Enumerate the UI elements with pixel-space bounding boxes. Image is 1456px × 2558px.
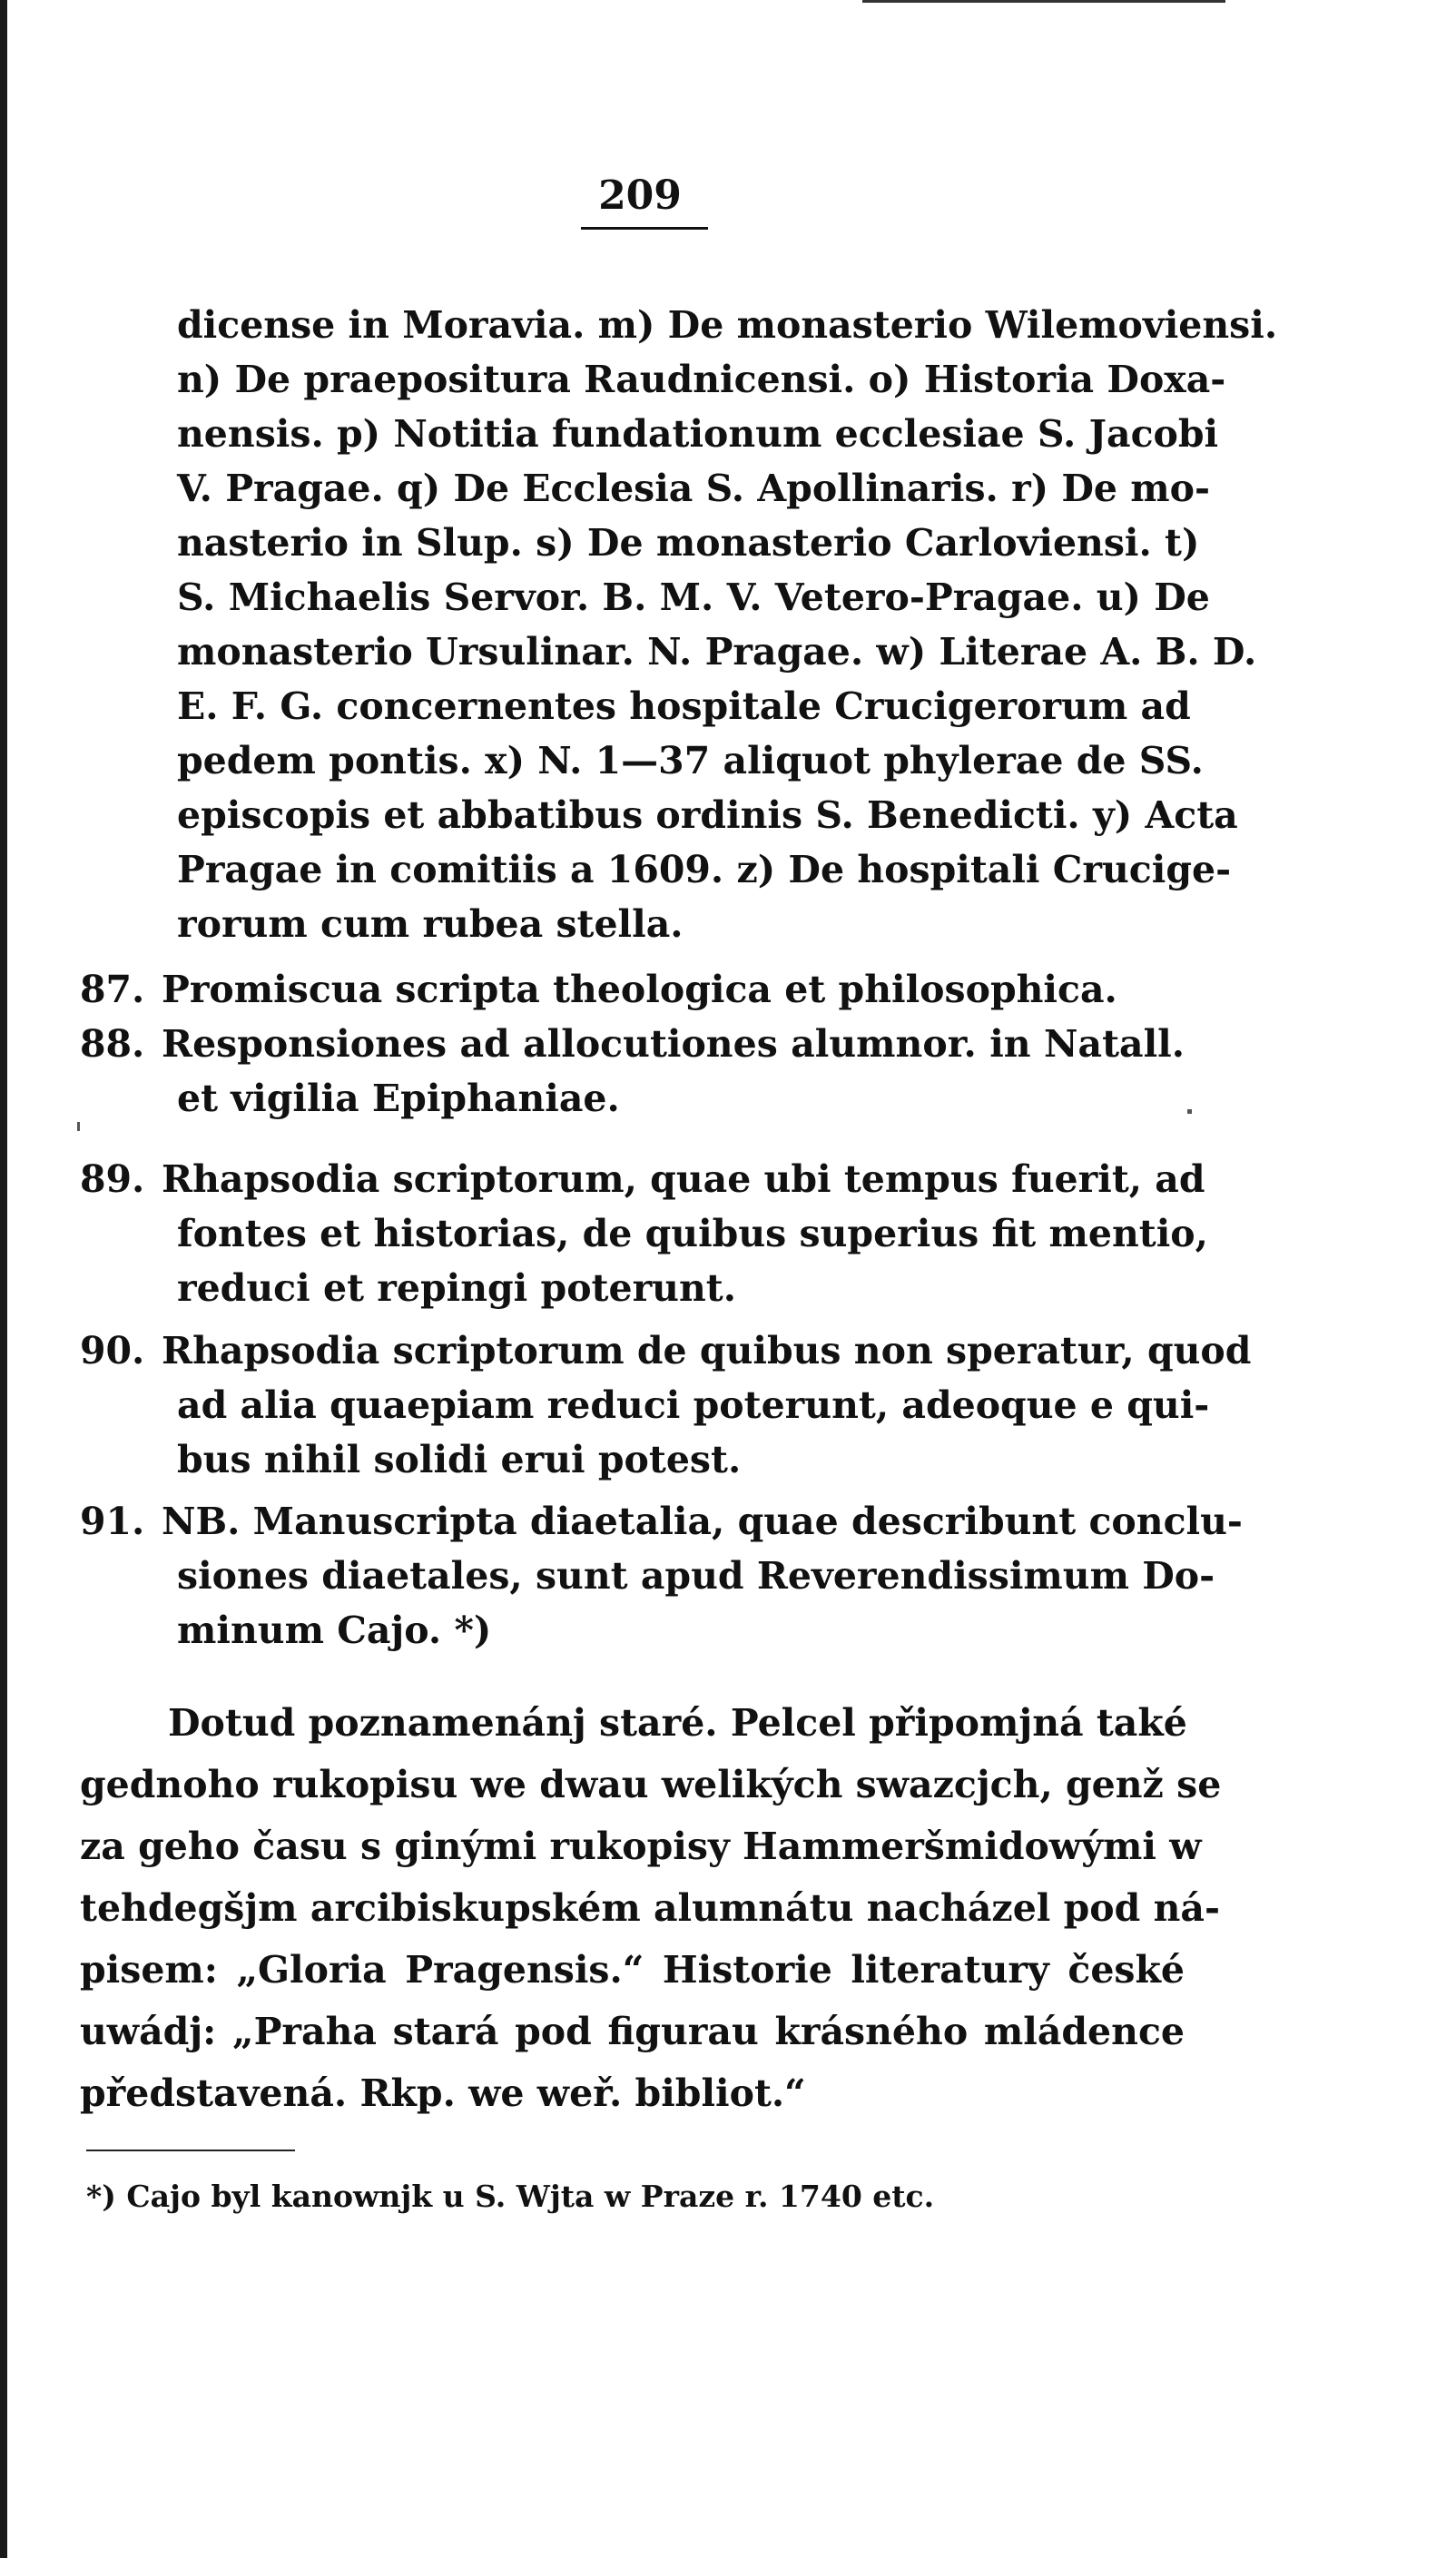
text-line: episcopis et abbatibus ordinis S. Benedicti. y) Acta (177, 793, 1238, 837)
text-line: reduci et repingi poterunt. (177, 1266, 737, 1310)
text-line: NB. Manuscripta diaetalia, quae describunt conclu- (162, 1500, 1243, 1543)
text-line: uwádj: „Praha stará pod figurau krásného mládence (80, 2010, 1185, 2053)
text-line: ad alia quaepiam reduci poterunt, adeoque e qui- (177, 1383, 1210, 1427)
text-line: Pragae in comitiis a 1609. z) De hospitali Crucige- (177, 848, 1232, 891)
scan-speck (1187, 1109, 1192, 1114)
page-number: 209 (598, 172, 682, 219)
text-line: fontes et historias, de quibus superius fit mentio, (177, 1212, 1208, 1255)
text-line: nasterio in Slup. s) De monasterio Carloviensi. t) (177, 521, 1200, 565)
text-line: pedem pontis. x) N. 1—37 aliquot phylerae de SS. (177, 739, 1204, 782)
text-line: et vigilia Epiphaniae. (177, 1077, 620, 1120)
scan-top-edge (862, 0, 1225, 3)
text-line: Rhapsodia scriptorum, quae ubi tempus fuerit, ad (162, 1157, 1205, 1201)
text-line: bus nihil solidi erui potest. (177, 1438, 742, 1481)
text-line: minum Cajo. *) (177, 1609, 492, 1652)
text-line: Dotud poznamenánj staré. Pelcel připomjná také (168, 1701, 1187, 1745)
text-line: gednoho rukopisu we dwau welikých swazcjch, genž se (80, 1763, 1222, 1806)
item-number: 91. (80, 1500, 145, 1543)
text-line: E. F. G. concernentes hospitale Crucigerorum ad (177, 684, 1191, 728)
text-line: pisem: „Gloria Pragensis.“ Historie literatury české (80, 1948, 1185, 1992)
text-line: monasterio Ursulinar. N. Pragae. w) Literae A. B. D. (177, 630, 1257, 674)
text-line: nensis. p) Notitia fundationum ecclesiae S. Jacobi (177, 412, 1219, 456)
scan-left-edge (0, 0, 7, 2558)
text-line: V. Pragae. q) De Ecclesia S. Apollinaris. r) De mo- (177, 467, 1211, 510)
footnote: *) Cajo byl kanownjk u S. Wjta w Praze r. 1740 etc. (86, 2179, 935, 2214)
item-number: 90. (80, 1329, 145, 1372)
text-line: dicense in Moravia. m) De monasterio Wilemoviensi. (177, 303, 1278, 347)
text-line: rorum cum rubea stella. (177, 902, 684, 946)
header-rule (581, 227, 708, 230)
text-line: Promiscua scripta theologica et philosophica. (162, 968, 1117, 1011)
text-line: siones diaetales, sunt apud Reverendissimum Do- (177, 1554, 1215, 1598)
text-line: za geho času s ginými rukopisy Hammeršmidowými w (80, 1825, 1202, 1868)
text-line: Responsiones ad allocutiones alumnor. in Natall. (162, 1022, 1185, 1066)
text-line: Rhapsodia scriptorum de quibus non speratur, quod (162, 1329, 1252, 1372)
item-number: 88. (80, 1022, 145, 1066)
footnote-rule (86, 2150, 295, 2151)
text-line: představená. Rkp. we weř. bibliot.“ (80, 2071, 806, 2115)
text-line: S. Michaelis Servor. B. M. V. Vetero-Pragae. u) De (177, 576, 1210, 619)
scan-speck (77, 1122, 80, 1131)
item-number: 87. (80, 968, 145, 1011)
item-number: 89. (80, 1157, 145, 1201)
text-line: n) De praepositura Raudnicensi. o) Historia Doxa- (177, 358, 1226, 401)
text-line: tehdegšjm arcibiskupském alumnátu nacházel pod ná- (80, 1886, 1220, 1930)
